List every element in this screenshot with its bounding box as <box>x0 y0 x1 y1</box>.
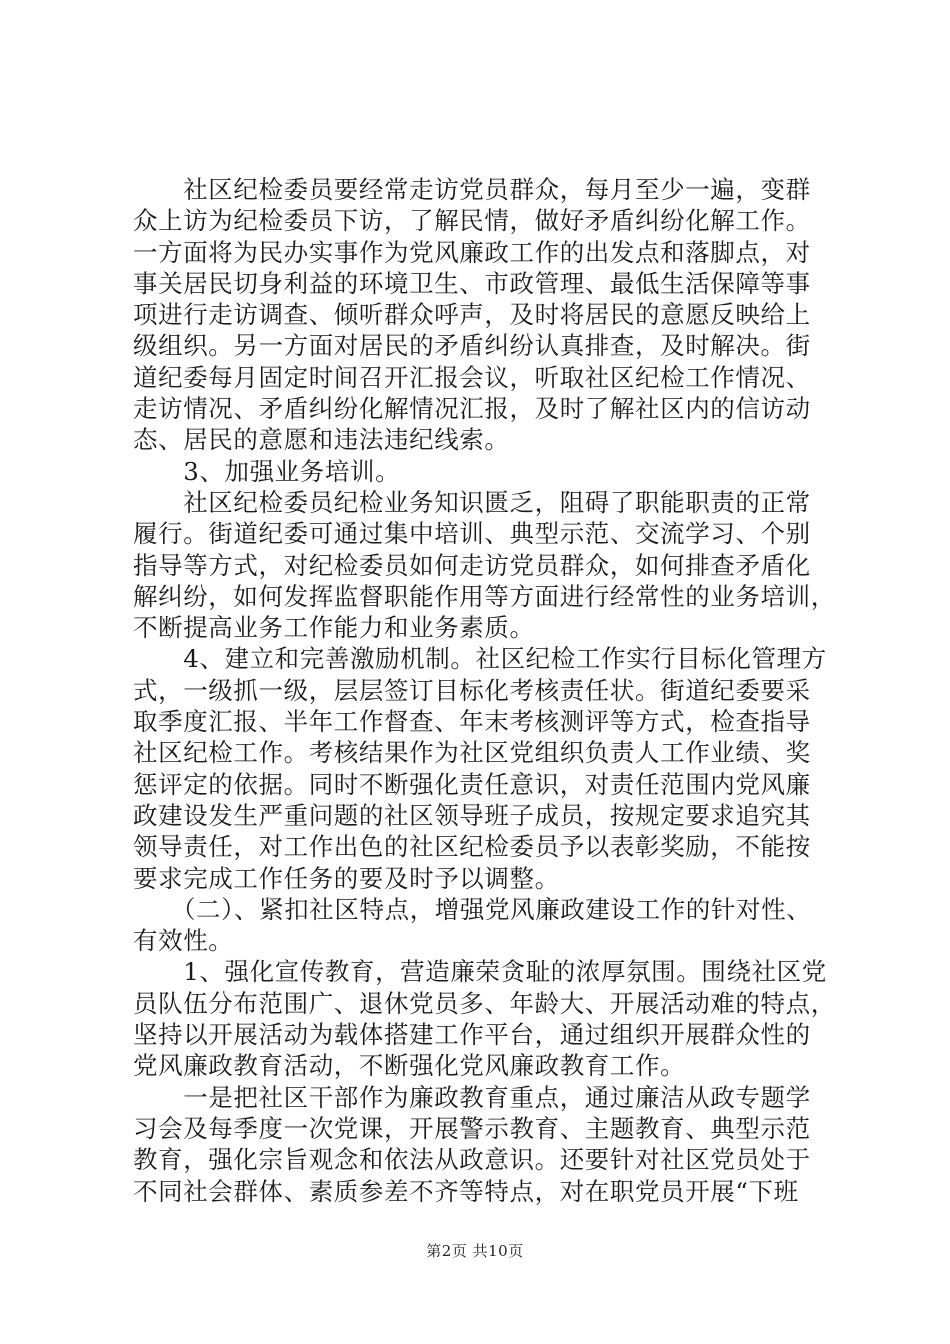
text-line: 解纠纷，如何发挥监督职能作用等方面进行经常性的业务培训， <box>133 581 836 611</box>
text-line: 态、居民的意愿和违法违纪线索。 <box>133 425 510 455</box>
text-line: 领导责任，对工作出色的社区纪检委员予以表彰奖励，不能按 <box>133 832 811 862</box>
text-line: 习会及每季度一次党课，开展警示教育、主题教育、典型示范 <box>133 1113 811 1143</box>
text-line: 指导等方式，对纪检委员如何走访党员群众，如何排查矛盾化 <box>133 550 811 580</box>
text-line: 不同社会群体、素质参差不齐等特点，对在职党员开展“下班 <box>133 1176 799 1206</box>
text-line: 政建设发生严重问题的社区领导班子成员，按规定要求追究其 <box>133 800 811 830</box>
text-line: 员队伍分布范围广、退休党员多、年龄大、开展活动难的特点， <box>133 988 836 1018</box>
document-body <box>133 174 836 1207</box>
text-line: 社区纪检委员要经常走访党员群众，每月至少一遍，变群 <box>133 175 811 204</box>
text-line: 级组织。另一方面对居民的矛盾纠纷认真排查，及时解决。街 <box>133 331 811 361</box>
text-line: 党风廉政教育活动，不断强化党风廉政教育工作。 <box>133 1051 686 1081</box>
text-line: 不断提高业务工作能力和业务素质。 <box>133 613 535 643</box>
text-line: （二）、紧扣社区特点，增强党风廉政建设工作的针对性、 <box>133 894 812 924</box>
page-footer: 第2页 共10页 <box>426 1242 524 1260</box>
text-line: 项进行走访调查、倾听群众呼声，及时将居民的意愿反映给上 <box>133 300 811 330</box>
text-line: 有效性。 <box>133 926 234 956</box>
text-line: 一方面将为民办实事作为党风廉政工作的出发点和落脚点，对 <box>133 237 811 267</box>
text-line: 一是把社区干部作为廉政教育重点，通过廉洁从政专题学 <box>133 1082 811 1112</box>
text-line: 惩评定的依据。同时不断强化责任意识，对责任范围内党风廉 <box>133 769 811 799</box>
text-line: 社区纪检工作。考核结果作为社区党组织负责人工作业绩、奖 <box>133 738 811 768</box>
text-line: 走访情况、矛盾纠纷化解情况汇报，及时了解社区内的信访动 <box>133 394 811 424</box>
text-line: 取季度汇报、半年工作督查、年末考核测评等方式，检查指导 <box>133 707 811 737</box>
text-line: 式，一级抓一级，层层签订目标化考核责任状。街道纪委要采 <box>133 675 811 705</box>
text-line: 要求完成工作任务的要及时予以调整。 <box>133 863 560 893</box>
text-line: 4、建立和完善激励机制。社区纪检工作实行目标化管理方 <box>133 644 827 674</box>
text-line: 1、强化宣传教育，营造廉荣贪耻的浓厚氛围。围绕社区党 <box>133 957 827 987</box>
text-line: 3、加强业务培训。 <box>133 456 401 486</box>
text-line: 道纪委每月固定时间召开汇报会议，听取社区纪检工作情况、 <box>133 362 811 392</box>
text-line: 坚持以开展活动为载体搭建工作平台，通过组织开展群众性的 <box>133 1020 811 1050</box>
text-line: 履行。街道纪委可通过集中培训、典型示范、交流学习、个别 <box>133 519 811 549</box>
text-line: 社区纪检委员纪检业务知识匮乏，阻碍了职能职责的正常 <box>133 487 811 517</box>
text-line: 教育，强化宗旨观念和依法从政意识。还要针对社区党员处于 <box>133 1145 811 1175</box>
text-line: 事关居民切身利益的环境卫生、市政管理、最低生活保障等事 <box>133 268 811 298</box>
text-line: 众上访为纪检委员下访，了解民情，做好矛盾纠纷化解工作。 <box>133 206 811 236</box>
